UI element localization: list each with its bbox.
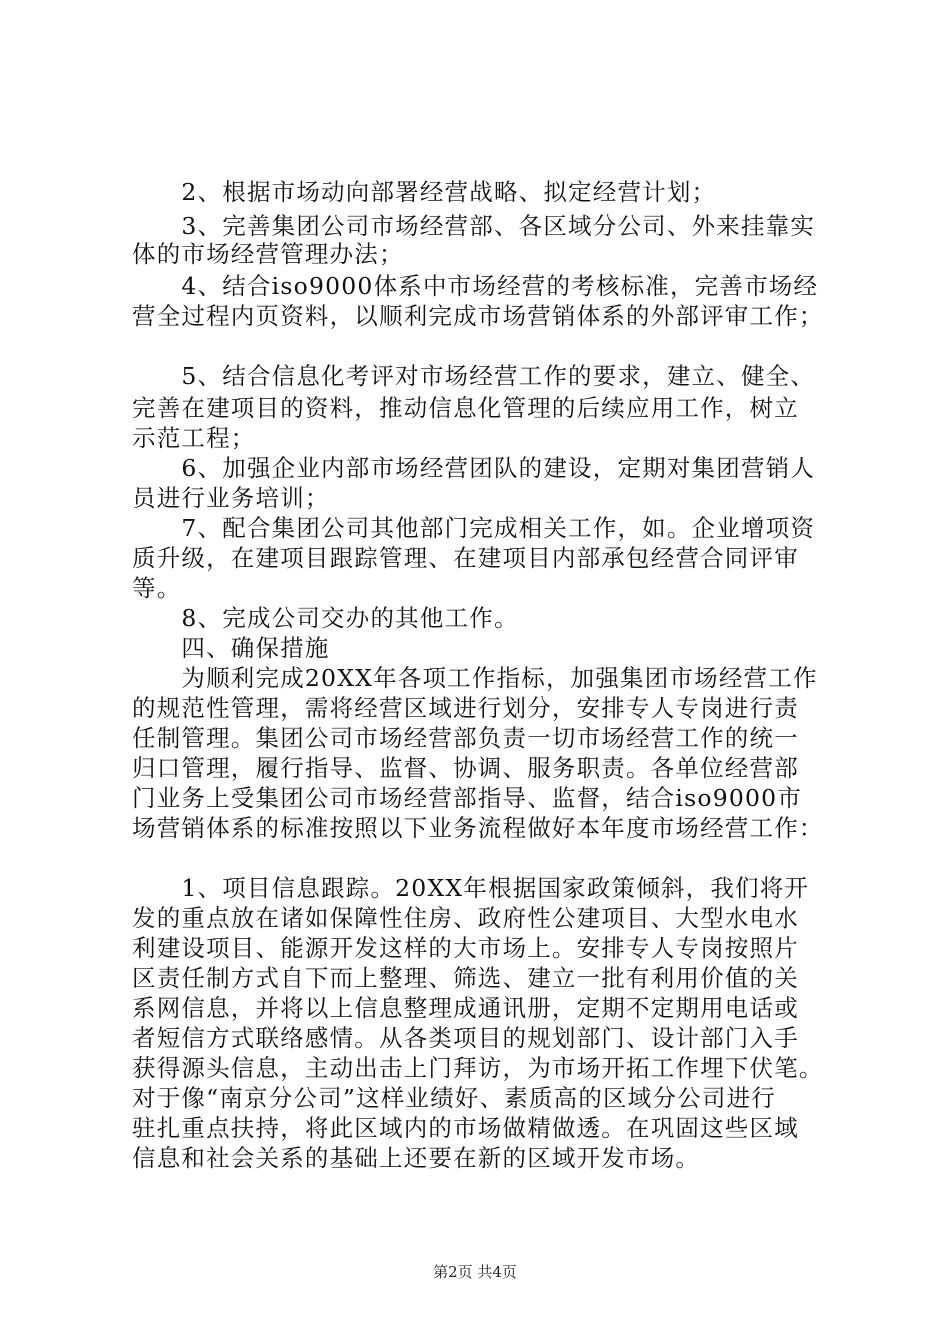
- paragraph-line: 获得源头信息，主动出击上门拜访，为市场开拓工作埋下伏笔。: [132, 1054, 824, 1082]
- paragraph-line: 场营销体系的标准按照以下业务流程做好本年度市场经营工作：: [132, 814, 824, 842]
- paragraph-line: 对于像“南京分公司”这样业绩好、素质高的区域分公司进行: [132, 1084, 776, 1112]
- paragraph-line: 4、结合iso9000体系中市场经营的考核标准，完善市场经: [132, 272, 819, 300]
- paragraph-line: 的规范性管理，需将经营区域进行划分，安排专人专岗进行责: [132, 694, 799, 722]
- paragraph-line: 1、项目信息跟踪。20XX年根据国家政策倾斜，我们将开: [132, 874, 810, 902]
- paragraph-line: 为顺利完成20XX年各项工作指标，加强集团市场经营工作: [132, 664, 818, 692]
- page-number-footer: 第2页 共4页: [433, 1263, 517, 1281]
- paragraph-line: 5、结合信息化考评对市场经营工作的要求，建立、健全、: [132, 362, 816, 390]
- paragraph-line: 驻扎重点扶持，将此区域内的市场做精做透。在巩固这些区域: [132, 1114, 799, 1142]
- paragraph-line: 6、加强企业内部市场经营团队的建设，定期对集团营销人: [132, 454, 816, 482]
- paragraph-line: 营全过程内页资料，以顺利完成市场营销体系的外部评审工作；: [132, 302, 824, 330]
- paragraph-line: 归口管理，履行指导、监督、协调、服务职责。各单位经营部: [132, 754, 799, 782]
- paragraph-line: 7、配合集团公司其他部门完成相关工作，如。企业增项资: [132, 514, 816, 542]
- paragraph-line: 利建设项目、能源开发这样的大市场上。安排专人专岗按照片: [132, 934, 799, 962]
- paragraph-line: 员进行业务培训；: [132, 484, 330, 512]
- paragraph-line: 2、根据市场动向部署经营战略、拟定经营计划；: [132, 178, 717, 206]
- paragraph-line: 门业务上受集团公司市场经营部指导、监督，结合iso9000市: [132, 784, 803, 812]
- section-heading: 四、确保措施: [132, 634, 330, 662]
- paragraph-line: 者短信方式联络感情。从各类项目的规划部门、设计部门入手: [132, 1024, 799, 1052]
- paragraph-line: 发的重点放在诸如保障性住房、政府性公建项目、大型水电水: [132, 904, 799, 932]
- paragraph-line: 任制管理。集团公司市场经营部负责一切市场经营工作的统一: [132, 724, 799, 752]
- paragraph-line: 系网信息，并将以上信息整理成通讯册，定期不定期用电话或: [132, 994, 799, 1022]
- paragraph-line: 8、完成公司交办的其他工作。: [132, 604, 519, 632]
- paragraph-line: 示范工程；: [132, 424, 256, 452]
- paragraph-line: 质升级，在建项目跟踪管理、在建项目内部承包经营合同评审: [132, 544, 799, 572]
- paragraph-line: 信息和社会关系的基础上还要在新的区域开发市场。: [132, 1144, 701, 1172]
- paragraph-line: 等。: [132, 574, 182, 602]
- paragraph-line: 完善在建项目的资料，推动信息化管理的后续应用工作，树立: [132, 394, 799, 422]
- paragraph-line: 体的市场经营管理办法；: [132, 240, 404, 268]
- paragraph-line: 3、完善集团公司市场经营部、各区域分公司、外来挂靠实: [132, 212, 816, 240]
- paragraph-line: 区责任制方式自下而上整理、筛选、建立一批有利用价值的关: [132, 964, 799, 992]
